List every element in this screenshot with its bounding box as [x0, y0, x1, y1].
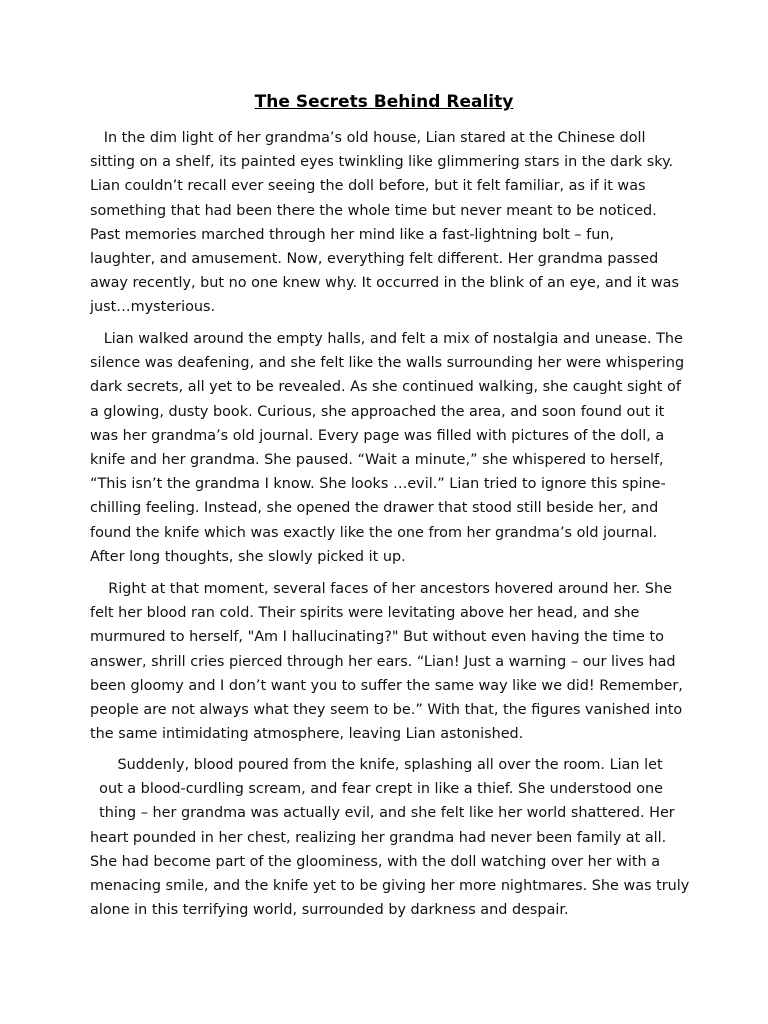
paragraph-line: just…mysterious.: [90, 299, 216, 316]
paragraph-line: “This isn’t the grandma I know. She looks …evil.” Lian tried to ignore this spine-: [90, 476, 666, 493]
paragraph-line: In the dim light of her grandma’s old house, Lian stared at the Chinese doll: [90, 130, 646, 146]
paragraph-line: chilling feeling. Instead, she opened the drawer that stood still beside her, and: [90, 500, 659, 517]
paragraph-line: knife and her grandma. She paused. “Wait a minute,” she whispered to herself,: [90, 452, 664, 469]
paragraph-line: a glowing, dusty book. Curious, she approached the area, and soon found out it: [90, 403, 665, 420]
paragraph-line: dark secrets, all yet to be revealed. As she continued walking, she caught sight of: [90, 379, 681, 396]
paragraph-line: away recently, but no one knew why. It occurred in the blink of an eye, and it was: [90, 275, 679, 292]
paragraph-line: murmured to herself, "Am I hallucinating?" But without even having the time to: [90, 629, 664, 646]
paragraph-line: laughter, and amusement. Now, everything felt different. Her grandma passed: [90, 251, 659, 268]
paragraph-line: answer, shrill cries pierced through her ears. “Lian! Just a warning – our lives had: [90, 653, 676, 670]
paragraph-line: the same intimidating atmosphere, leaving Lian astonished.: [90, 726, 524, 743]
paragraph-line: was her grandma’s old journal. Every page was filled with pictures of the doll, a: [90, 427, 665, 444]
paragraph-line: Suddenly, blood poured from the knife, splashing all over the room. Lian let: [90, 757, 663, 773]
paragraph-line: Lian walked around the empty halls, and felt a mix of nostalgia and unease. The: [90, 331, 683, 347]
paragraph-line: something that had been there the whole time but never meant to be noticed.: [90, 202, 657, 219]
paragraph-line: Past memories marched through her mind like a fast-lightning bolt – fun,: [90, 226, 615, 243]
paragraph-line: been gloomy and I don’t want you to suffer the same way like we did! Remember,: [90, 677, 683, 694]
paragraph-line: out a blood-curdling scream, and fear crept in like a thief. She understood one: [90, 781, 664, 798]
paragraph-line: thing – her grandma was actually evil, and she felt like her world shattered. Her: [90, 805, 675, 822]
paragraph-line: heart pounded in her chest, realizing her grandma had never been family at all.: [90, 829, 667, 846]
paragraph-4: [90, 753, 690, 922]
paragraph-line: Right at that moment, several faces of her ancestors hovered around her. She: [90, 581, 672, 597]
paragraph-line: Lian couldn’t recall ever seeing the doll before, but it felt familiar, as if it was: [90, 178, 646, 195]
paragraph-line: After long thoughts, she slowly picked it up.: [90, 548, 406, 565]
paragraph-line: menacing smile, and the knife yet to be giving her more nightmares. She was truly: [90, 878, 690, 895]
paragraph-line: silence was deafening, and she felt like the walls surrounding her were whispering: [90, 355, 685, 372]
paragraph-line: alone in this terrifying world, surrounded by darkness and despair.: [90, 902, 569, 919]
paragraph-line: She had become part of the gloominess, with the doll watching over her with a: [90, 853, 661, 870]
paragraph-2: [90, 327, 686, 569]
paragraph-line: felt her blood ran cold. Their spirits were levitating above her head, and she: [90, 605, 640, 622]
paragraph-line: sitting on a shelf, its painted eyes twinkling like glimmering stars in the dark sky.: [90, 154, 674, 171]
paragraph-1: [90, 126, 686, 320]
document-title: The Secrets Behind Reality: [254, 92, 514, 112]
paragraph-3: [90, 577, 686, 746]
paragraph-line: found the knife which was exactly like the one from her grandma’s old journal.: [90, 524, 658, 541]
paragraph-line: people are not always what they seem to be.” With that, the figures vanished into: [90, 702, 683, 719]
